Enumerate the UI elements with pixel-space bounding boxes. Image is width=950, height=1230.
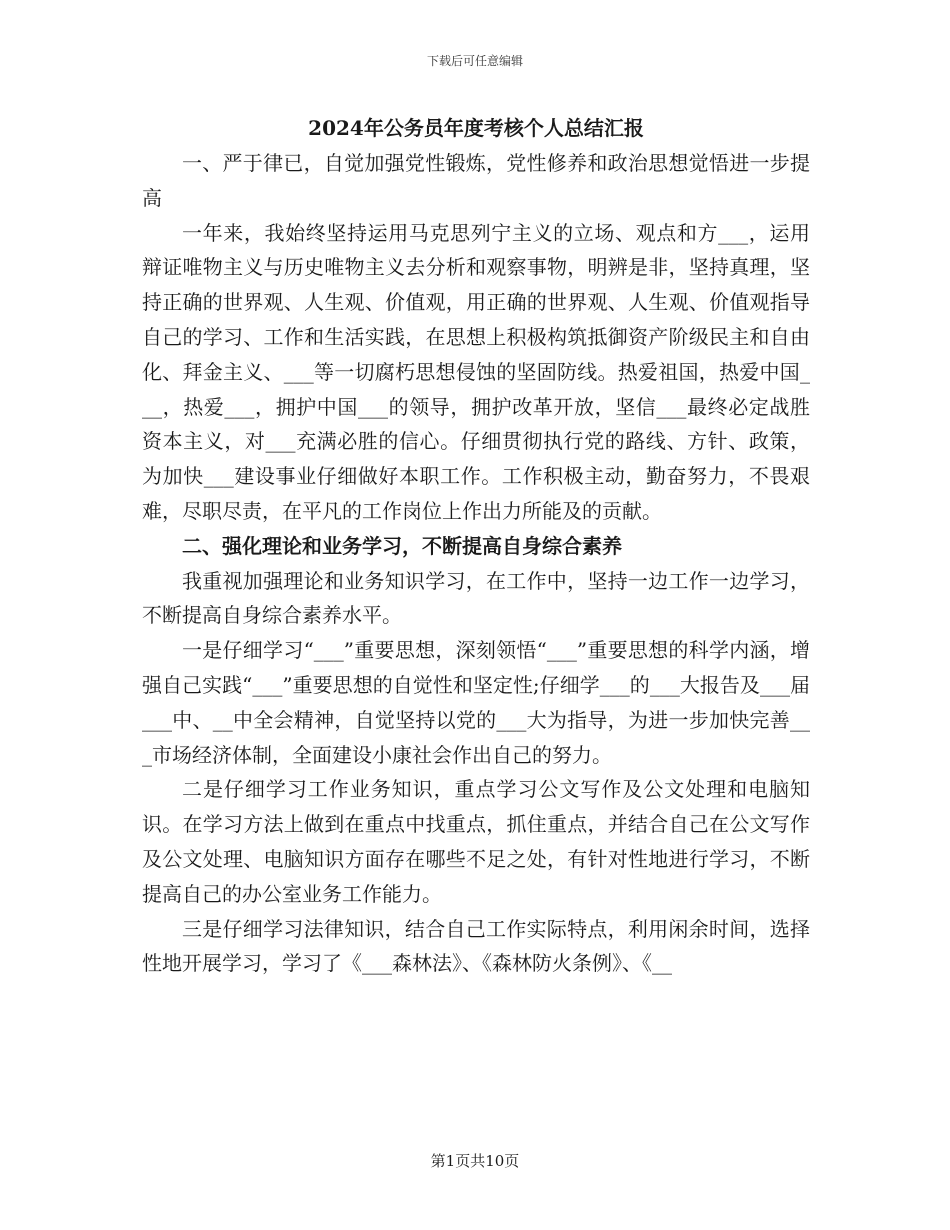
paragraph-study-theory: 一是仔细学习“___”重要思想，深刻领悟“___”重要思想的科学内涵，增强自己实践“___”重要思想的自觉性和坚定性;仔细学___的___大报告及___届___中、__中全会精神，自觉坚持以党的___大为指导，为进一步加快完善___市场经济体制，全面建设小康社会作出自己的努力。 — [142, 638, 810, 767]
paragraph-study-law: 三是仔细学习法律知识，结合自己工作实际特点，利用闲余时间，选择性地开展学习，学习了《___森林法》、《森林防火条例》、《__ — [142, 916, 810, 976]
paragraph-study-intro: 我重视加强理论和业务知识学习，在工作中，坚持一边工作一边学习，不断提高自身综合素养水平。 — [142, 568, 810, 628]
document-body — [142, 112, 810, 981]
header-note: 下载后可任意编辑 — [426, 54, 523, 68]
section-heading-2: 二、强化理论和业务学习，不断提高自身综合素养 — [182, 533, 622, 558]
paragraph-political: 一年来，我始终坚持运用马克思列宁主义的立场、观点和方___，运用辩证唯物主义与历史唯物主义去分析和观察事物，明辨是非，坚持真理，坚持正确的世界观、人生观、价值观，用正确的世界观、人生观、价值观指导自己的学习、工作和生活实践，在思想上积极构筑抵御资产阶级民主和自由化、拜金主义、___等一切腐朽思想侵蚀的坚固防线。热爱祖国，热爱中国___，热爱___，拥护中国___的领导，拥护改革开放，坚信___最终必定战胜资本主义，对___充满必胜的信心。仔细贯彻执行党的路线、方针、政策，为加快___建设事业仔细做好本职工作。工作积极主动，勤奋努力，不畏艰难，尽职尽责，在平凡的工作岗位上作出力所能及的贡献。 — [142, 220, 810, 523]
page-number: 第1页共10页 — [430, 1152, 520, 1170]
paragraph-study-business: 二是仔细学习工作业务知识，重点学习公文写作及公文处理和电脑知识。在学习方法上做到在重点中找重点，抓住重点，并结合自己在公文写作及公文处理、电脑知识方面存在哪些不足之处，有针对性地进行学习，不断提高自己的办公室业务工作能力。 — [142, 777, 810, 906]
document-title: 2024年公务员年度考核个人总结汇报 — [308, 116, 644, 140]
section-heading-1: 一、严于律已，自觉加强党性锻炼，党性修养和政治思想觉悟进一步提高 — [142, 151, 810, 210]
